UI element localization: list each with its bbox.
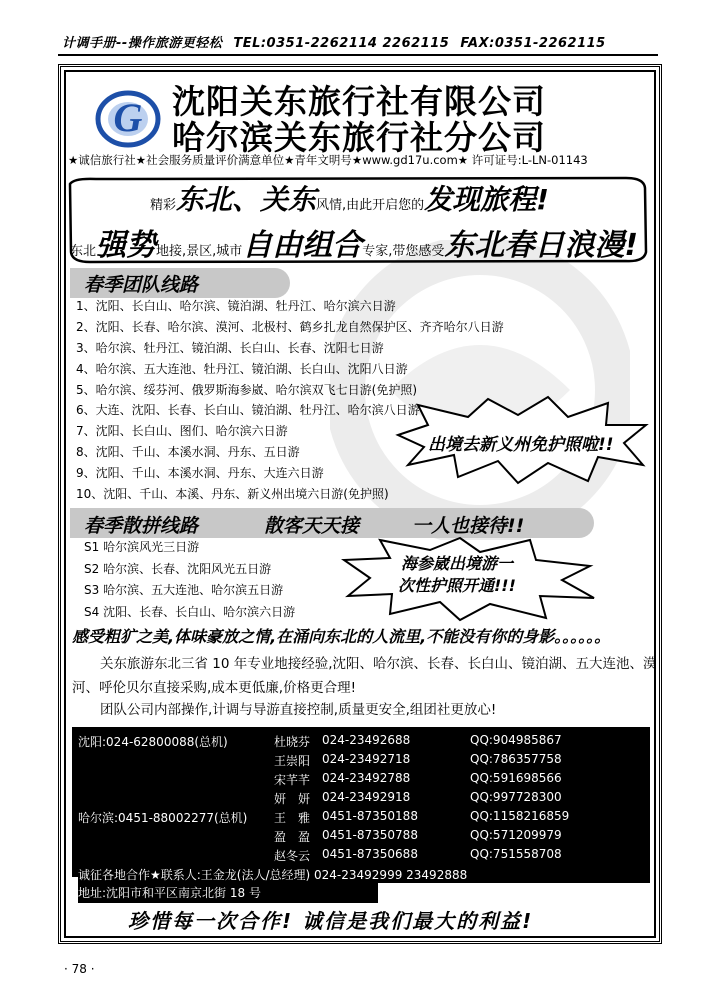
operation-paragraph: 团队公司内部操作,计调与导游直接控制,质量更安全,组团社更放心! <box>100 702 497 718</box>
contact-qq: QQ:751558708 <box>470 847 562 861</box>
company-logo-icon <box>92 83 164 153</box>
contact-name: 杜晓芬 <box>274 735 311 749</box>
address: 地址:沈阳市和平区南京北街 18 号 <box>78 883 378 903</box>
burst-vladivostok: 海参崴出境游一 次性护照开通!!! <box>398 554 516 595</box>
contact-name: 王崇阳 <box>274 754 311 768</box>
contact-qq: QQ:1158216859 <box>470 809 570 823</box>
company-name-shenyang: 沈阳关东旅行社有限公司 <box>172 82 546 121</box>
company-name-harbin: 哈尔滨关东旅行社分公司 <box>172 118 546 157</box>
company-subtitle: ★诚信旅行社★社会服务质量评价满意单位★青年文明号★www.gd17u.com★ 许可证号:L-LN-01143 <box>68 153 588 167</box>
page-number: · 78 · <box>64 962 95 976</box>
header-tel: TEL:0351-2262114 2262115 <box>233 36 450 51</box>
list-item: 6、大连、沈阳、长春、长白山、镜泊湖、牡丹江、哈尔滨八日游 <box>76 403 420 418</box>
promo-line-2: 东北强势地接,景区,城市自由组合专家,带您感受东北春日浪漫! <box>70 228 639 263</box>
list-item: 4、哈尔滨、五大连池、牡丹江、镜泊湖、长白山、沈阳八日游 <box>76 361 408 376</box>
header-fax: FAX:0351-2262115 <box>460 36 606 51</box>
partner-contact: 诚征各地合作★联系人:王金龙(法人/总经理) 024-23492999 23492888 <box>78 864 650 883</box>
list-item: S1 哈尔滨风光三日游 <box>84 540 200 554</box>
list-item: 5、哈尔滨、绥芬河、俄罗斯海参崴、哈尔滨双飞七日游(免护照) <box>76 382 418 397</box>
header-rule <box>58 54 658 56</box>
list-item: 2、沈阳、长春、哈尔滨、漠河、北极村、鹤乡扎龙自然保护区、齐齐哈尔八日游 <box>76 319 504 334</box>
contact-phone: 024-23492718 <box>322 752 411 766</box>
spring-scatter-title: 春季散拼线路 <box>84 515 199 537</box>
list-item: S2 哈尔滨、长春、沈阳风光五日游 <box>84 561 272 576</box>
contact-qq: QQ:786357758 <box>470 752 562 766</box>
list-item: 3、哈尔滨、牡丹江、镜泊湖、长白山、长春、沈阳七日游 <box>76 340 384 355</box>
contact-name: 妍 妍 <box>274 792 311 806</box>
experience-paragraph: 关东旅游东北三省 10 年专业地接经验,沈阳、哈尔滨、长春、长白山、镜泊湖、五大连池、漠河、呼伦贝尔直接采购,成本更低廉,价格更合理! <box>72 656 657 696</box>
spring-scatter-routes <box>84 537 295 623</box>
contact-phone: 0451-87350688 <box>322 847 418 861</box>
feel-slogan: 感受粗犷之美,体味豪放之情,在涌向东北的人流里,不能没有你的身影。。。。。。 <box>72 627 611 646</box>
list-item: 9、沈阳、千山、本溪水洞、丹东、大连六日游 <box>76 466 324 481</box>
list-item: 10、沈阳、千山、本溪、丹东、新义州出境六日游(免护照) <box>76 487 389 502</box>
footer-slogan: 珍惜每一次合作! 诚信是我们最大的利益! <box>128 909 534 933</box>
list-item: 1、沈阳、长白山、哈尔滨、镜泊湖、牡丹江、哈尔滨六日游 <box>76 299 396 313</box>
logo-letter: G <box>113 95 143 140</box>
burst-passport-free: 出境去新义州免护照啦!! <box>428 435 614 455</box>
list-item: S3 哈尔滨、五大连池、哈尔滨五日游 <box>84 583 284 597</box>
shenyang-hotline: 沈阳:024-62800088(总机) <box>78 735 228 749</box>
contact-qq: QQ:591698566 <box>470 771 562 785</box>
promo-line-1: 精彩东北、关东风情,由此开启您的发现旅程! <box>150 183 549 216</box>
header-slogan: 计调手册--操作旅游更轻松 <box>62 36 223 51</box>
list-item: 8、沈阳、千山、本溪水洞、丹东、五日游 <box>76 445 300 460</box>
contact-phone: 0451-87350188 <box>322 809 418 823</box>
harbin-hotline: 哈尔滨:0451-88002277(总机) <box>78 811 248 825</box>
contact-qq: QQ:997728300 <box>470 790 562 804</box>
contact-name: 宋芊芊 <box>274 773 311 787</box>
contact-phone: 024-23492788 <box>322 771 411 785</box>
contact-name: 王 雅 <box>274 811 311 825</box>
contact-phone: 024-23492918 <box>322 790 411 804</box>
contact-phone: 0451-87350788 <box>322 828 418 842</box>
contact-name: 赵冬云 <box>274 849 311 863</box>
contact-name: 盈 盈 <box>274 830 311 844</box>
list-item: 7、沈阳、长白山、图们、哈尔滨六日游 <box>76 424 288 439</box>
scatter-slogan-2: 一人也接待!! <box>412 515 525 537</box>
page-header <box>62 32 654 54</box>
spring-group-title: 春季团队线路 <box>84 274 199 296</box>
contact-qq: QQ:571209979 <box>470 828 562 842</box>
contact-box <box>72 727 650 877</box>
scatter-slogan-1: 散客天天接 <box>264 515 360 537</box>
contact-phone: 024-23492688 <box>322 733 411 747</box>
list-item: S4 沈阳、长春、长白山、哈尔滨六日游 <box>84 604 296 619</box>
contact-qq: QQ:904985867 <box>470 733 562 747</box>
